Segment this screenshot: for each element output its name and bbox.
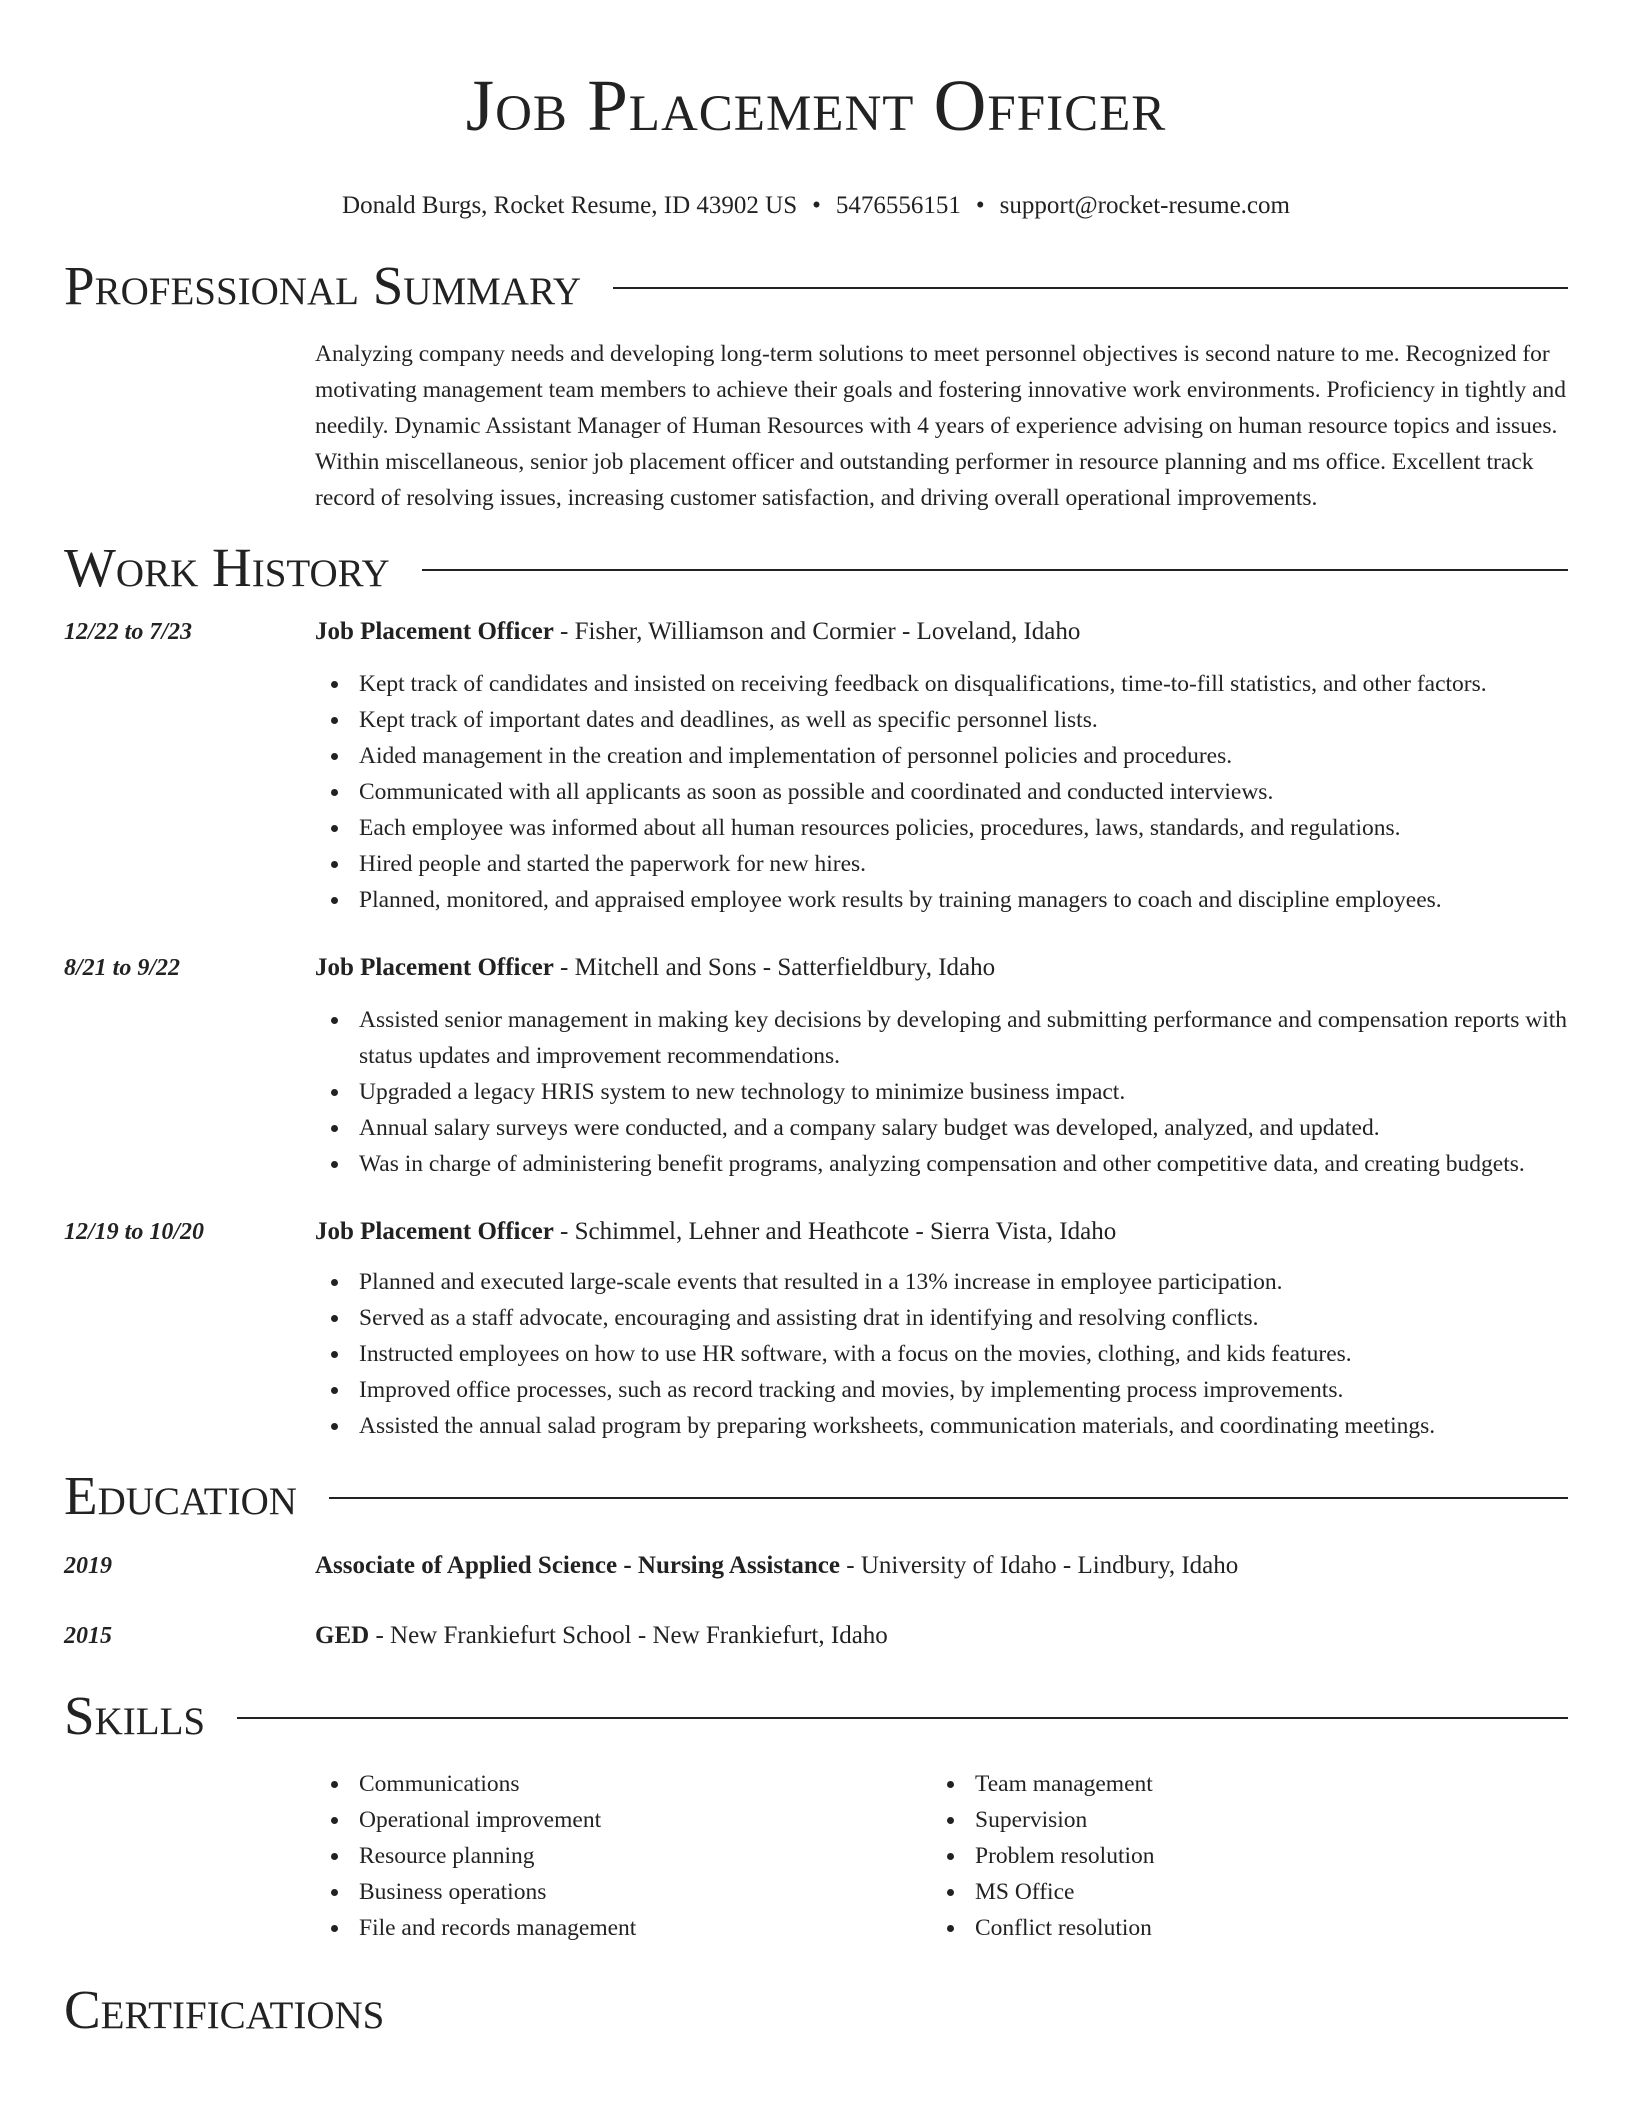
education-entry bbox=[64, 1546, 1568, 1586]
job-date: 8/21 to 9/22 bbox=[64, 955, 181, 981]
job-entry bbox=[64, 612, 1568, 918]
section-work-header bbox=[64, 532, 1568, 604]
job-details: - Fisher, Williamson and Cormier - Loveland, Idaho bbox=[553, 618, 1081, 645]
section-title-work: Work History bbox=[64, 537, 390, 598]
contact-line bbox=[64, 190, 1568, 222]
section-certifications-header bbox=[64, 1974, 1568, 2046]
job-heading bbox=[315, 948, 1568, 988]
skills-grid bbox=[315, 1766, 1568, 1946]
job-entry bbox=[64, 1212, 1568, 1444]
skill-item: Conflict resolution bbox=[931, 1910, 1547, 1946]
skill-item: Communications bbox=[315, 1766, 931, 1802]
job-date: 12/19 to 10/20 bbox=[64, 1219, 205, 1245]
list-item: Hired people and started the paperwork for new hires. bbox=[315, 846, 1568, 882]
skill-item: Resource planning bbox=[315, 1838, 931, 1874]
list-item: Improved office processes, such as record tracking and movies, by implementing process improvements. bbox=[315, 1372, 1568, 1408]
job-date: 12/22 to 7/23 bbox=[64, 619, 193, 645]
section-divider bbox=[329, 1497, 1568, 1499]
section-title-skills: Skills bbox=[64, 1685, 206, 1746]
resume-title: Job Placement Officer bbox=[465, 65, 1167, 146]
job-duties-list bbox=[315, 666, 1568, 918]
list-item: Kept track of candidates and insisted on receiving feedback on disqualifications, time-to-fill statistics, and other factors. bbox=[315, 666, 1568, 702]
section-title-summary: Professional Summary bbox=[64, 255, 582, 316]
list-item: Assisted the annual salad program by preparing worksheets, communication materials, and coordinating meetings. bbox=[315, 1408, 1568, 1444]
contact-separator: • bbox=[975, 192, 985, 219]
job-entry bbox=[64, 948, 1568, 1182]
skill-item: File and records management bbox=[315, 1910, 931, 1946]
job-duties-list bbox=[315, 1264, 1568, 1444]
education-date: 2019 bbox=[64, 1553, 112, 1579]
section-divider bbox=[422, 569, 1568, 571]
job-details: - Schimmel, Lehner and Heathcote - Sierra Vista, Idaho bbox=[553, 1218, 1117, 1245]
skill-item: Supervision bbox=[931, 1802, 1547, 1838]
section-divider bbox=[237, 1717, 1568, 1719]
job-body bbox=[315, 612, 1568, 918]
contact-address: Donald Burgs, Rocket Resume, ID 43902 US bbox=[342, 192, 798, 219]
education-date: 2015 bbox=[64, 1623, 112, 1649]
section-divider bbox=[613, 287, 1568, 289]
education-heading bbox=[315, 1616, 1568, 1656]
job-details: - Mitchell and Sons - Satterfieldbury, Idaho bbox=[553, 954, 996, 981]
skill-item: Business operations bbox=[315, 1874, 931, 1910]
list-item: Served as a staff advocate, encouraging and assisting drat in identifying and resolving conflicts. bbox=[315, 1300, 1568, 1336]
section-summary-header bbox=[64, 250, 1568, 322]
education-heading bbox=[315, 1546, 1568, 1586]
contact-phone: 5476556151 bbox=[835, 192, 961, 219]
list-item: Instructed employees on how to use HR software, with a focus on the movies, clothing, and kids features. bbox=[315, 1336, 1568, 1372]
education-entry bbox=[64, 1616, 1568, 1656]
education-details: - University of Idaho - Lindbury, Idaho bbox=[840, 1552, 1239, 1579]
job-heading bbox=[315, 1212, 1568, 1252]
job-heading bbox=[315, 612, 1568, 652]
job-body bbox=[315, 948, 1568, 1182]
list-item: Planned and executed large-scale events that resulted in a 13% increase in employee participation. bbox=[315, 1264, 1568, 1300]
job-role: Job Placement Officer bbox=[315, 1218, 554, 1245]
skill-item: Team management bbox=[931, 1766, 1547, 1802]
job-duties-list bbox=[315, 1002, 1568, 1182]
skill-item: Operational improvement bbox=[315, 1802, 931, 1838]
list-item: Was in charge of administering benefit programs, analyzing compensation and other competitive data, and creating budgets. bbox=[315, 1146, 1568, 1182]
list-item: Kept track of important dates and deadlines, as well as specific personnel lists. bbox=[315, 702, 1568, 738]
list-item: Each employee was informed about all human resources policies, procedures, laws, standards, and regulations. bbox=[315, 810, 1568, 846]
education-details: - New Frankiefurt School - New Frankiefurt, Idaho bbox=[369, 1622, 888, 1649]
section-title-education: Education bbox=[64, 1465, 297, 1526]
list-item: Upgraded a legacy HRIS system to new technology to minimize business impact. bbox=[315, 1074, 1568, 1110]
skill-item: MS Office bbox=[931, 1874, 1547, 1910]
list-item: Assisted senior management in making key decisions by developing and submitting performance and compensation reports with status updates and improvement recommendations. bbox=[315, 1002, 1568, 1074]
education-degree: GED bbox=[315, 1622, 370, 1649]
job-role: Job Placement Officer bbox=[315, 618, 554, 645]
section-skills-header bbox=[64, 1680, 1568, 1752]
list-item: Annual salary surveys were conducted, and a company salary budget was developed, analyzed, and updated. bbox=[315, 1110, 1568, 1146]
skill-item: Problem resolution bbox=[931, 1838, 1547, 1874]
contact-separator: • bbox=[812, 192, 821, 219]
section-title-certifications: Certifications bbox=[64, 1979, 385, 2040]
list-item: Communicated with all applicants as soon as possible and coordinated and conducted interviews. bbox=[315, 774, 1568, 810]
job-role: Job Placement Officer bbox=[315, 954, 554, 981]
contact-email[interactable]: support@rocket-resume.com bbox=[999, 192, 1290, 219]
education-degree: Associate of Applied Science - Nursing Assistance bbox=[315, 1552, 840, 1579]
list-item: Aided management in the creation and implementation of personnel policies and procedures. bbox=[315, 738, 1568, 774]
section-education-header bbox=[64, 1460, 1568, 1532]
skills-list-right bbox=[931, 1766, 1547, 1946]
job-body bbox=[315, 1212, 1568, 1444]
list-item: Planned, monitored, and appraised employee work results by training managers to coach and discipline employees. bbox=[315, 882, 1568, 918]
summary-text: Analyzing company needs and developing long-term solutions to meet personnel objectives is second nature to me. Recognized for motivating management team members to achieve their goals and fostering innovative work environments. Proficiency in tightly and needily. Dynamic Assistant Manager of Human Resources with 4 years of experience advising on human resource topics and issues. Within miscellaneous, senior job placement officer and outstanding performer in resource planning and ms office. Excellent track record of resolving issues, increasing customer satisfaction, and driving overall operational improvements. bbox=[315, 341, 1567, 511]
skills-list-left bbox=[315, 1766, 931, 1946]
